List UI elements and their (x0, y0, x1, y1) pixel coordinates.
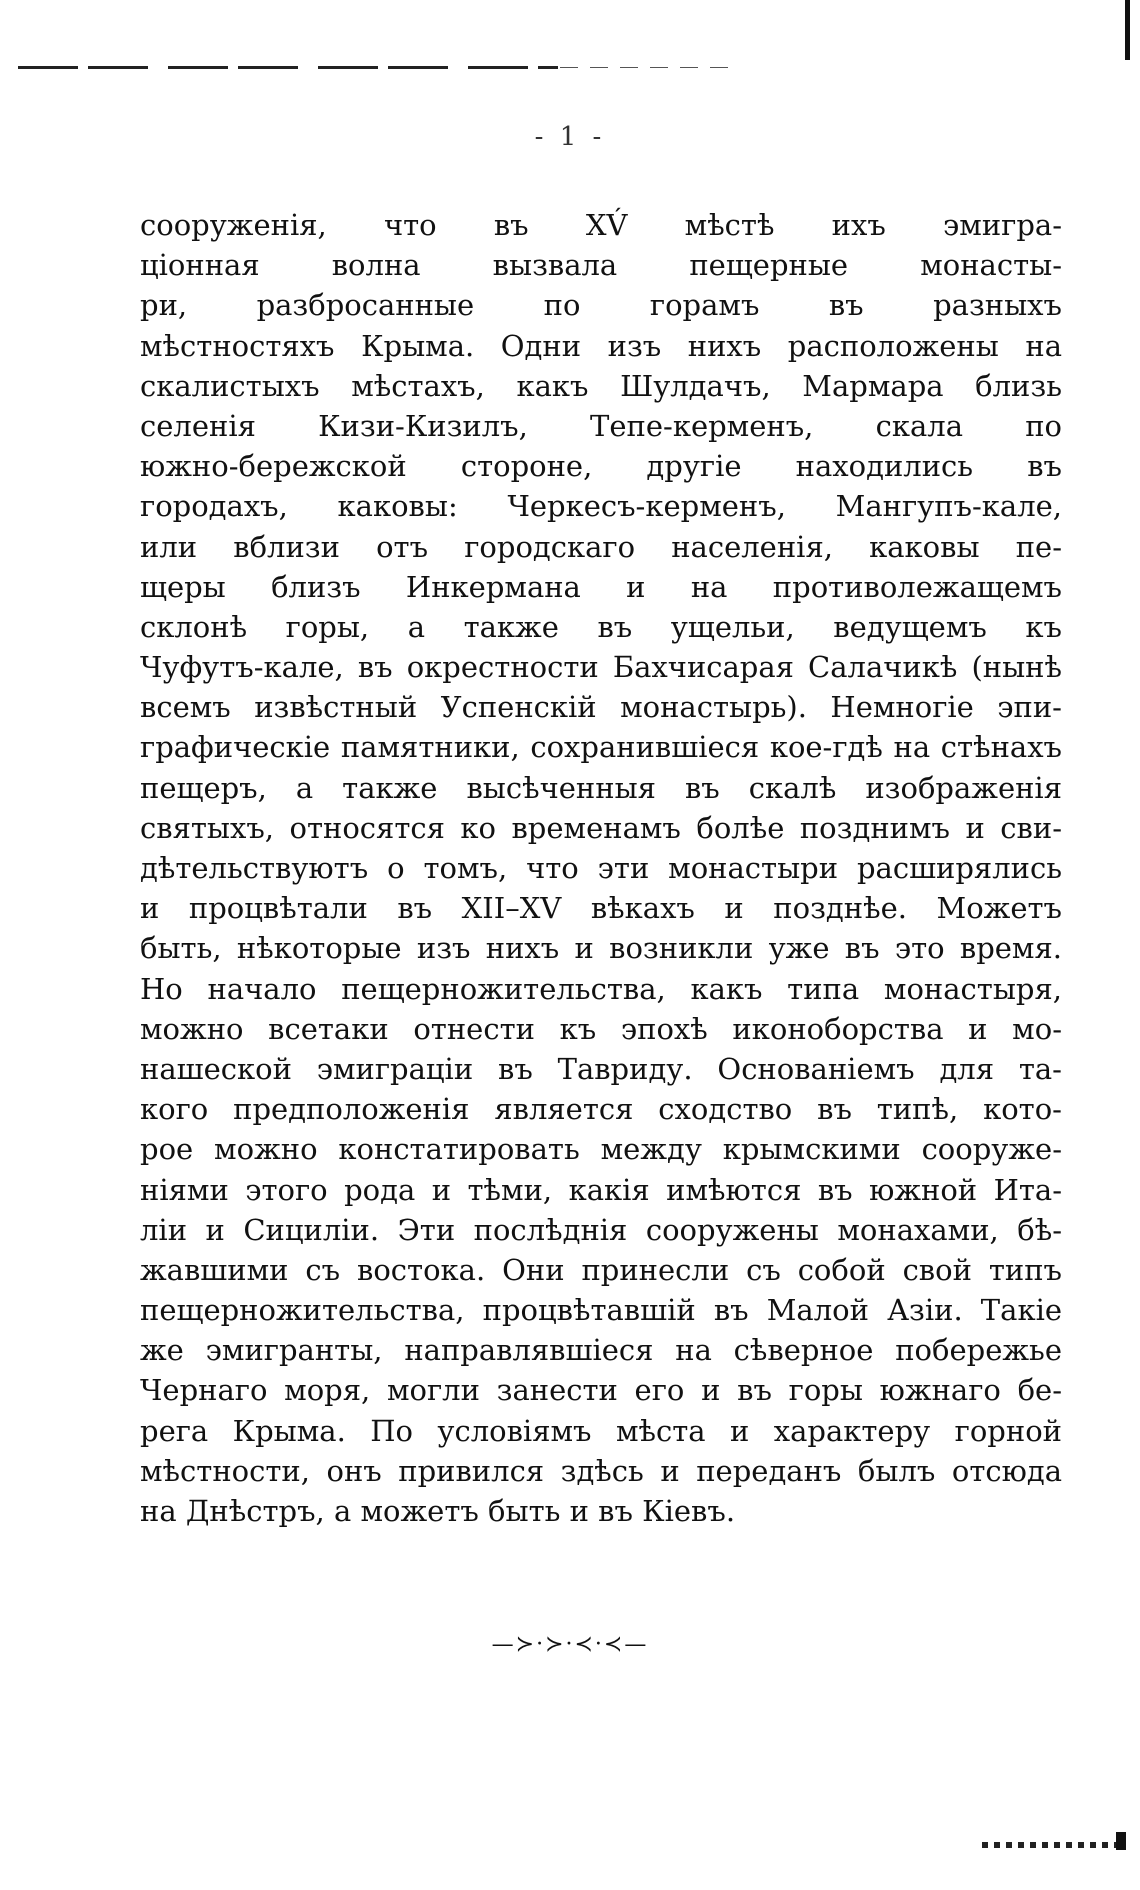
text-line: Но начало пещерножительства, какъ типа монастыря, (140, 971, 1062, 1006)
text-line: ліи и Сициліи. Эти послѣднія сооружены монахами, бѣ- (140, 1212, 1062, 1247)
section-end-ornament: —≻·≻·≺·≺— (491, 1632, 649, 1657)
text-line: сооруженія, что въ XV́ мѣстѣ ихъ эмигра- (140, 208, 1062, 242)
text-line: кого предположенія является сходство въ типѣ, кото- (140, 1092, 1062, 1127)
text-line: пещеръ, а также высѣченныя въ скалѣ изображенія (140, 770, 1062, 805)
text-line: селенія Кизи-Кизилъ, Тепе-керменъ, скала по (140, 408, 1062, 443)
text-line: всемъ извѣстный Успенскій монастырь). Немногіе эпи- (140, 690, 1062, 725)
text-line: или вблизи отъ городскаго населенія, каковы пе- (140, 529, 1062, 564)
text-line: щеры близъ Инкермана и на противолежащемъ (140, 569, 1062, 604)
text-line: графическіе памятники, сохранившіеся кое-гдѣ на стѣнахъ (140, 730, 1062, 765)
page-header-mark: - 1 - (534, 122, 606, 152)
text-line: склонѣ горы, а также въ ущельи, ведущемъ къ (140, 609, 1062, 644)
text-line: рега Крыма. По условіямъ мѣста и характеру горной (140, 1413, 1062, 1448)
text-line: мѣстностяхъ Крыма. Одни изъ нихъ расположены на (140, 328, 1062, 363)
text-line: Чернаго моря, могли занести его и въ горы южнаго бе- (140, 1373, 1062, 1408)
text-line: Чуфутъ-кале, въ окрестности Бахчисарая Салачикѣ (нынѣ (140, 650, 1062, 685)
text-line: быть, нѣкоторые изъ нихъ и возникли уже въ это время. (140, 931, 1062, 966)
text-line: ніями этого рода и тѣми, какія имѣются въ южной Ита- (140, 1172, 1062, 1207)
text-line: мѣстности, онъ привился здѣсь и переданъ былъ отсюда (140, 1453, 1062, 1488)
text-line: скалистыхъ мѣстахъ, какъ Шулдачъ, Мармара близь (140, 368, 1062, 403)
top-rule (18, 66, 558, 69)
text-line: южно-бережской стороне, другіе находились въ (140, 449, 1062, 484)
text-line: ри, разбросанные по горамъ въ разныхъ (140, 288, 1062, 323)
top-rule-dashed (560, 67, 740, 68)
body-text (140, 205, 1062, 1531)
bottom-rule (982, 1842, 1122, 1848)
text-line: рое можно констатировать между крымскими сооруже- (140, 1132, 1062, 1167)
text-line: дѣтельствуютъ о томъ, что эти монастыри расширялись (140, 851, 1062, 885)
text-line: нашеской эмиграціи въ Тавриду. Основаніемъ для та- (140, 1051, 1062, 1086)
text-line: жавшими съ востока. Они принесли съ собой свой типъ (140, 1252, 1062, 1287)
text-line: городахъ, каковы: Черкесъ-керменъ, Мангупъ-кале, (140, 489, 1062, 524)
text-line: святыхъ, относятся ко временамъ болѣе позднимъ и сви- (140, 810, 1062, 845)
text-line: на Днѣстръ, а можетъ быть и въ Кіевъ. (140, 1494, 736, 1528)
text-line: пещерножительства, процвѣтавшій въ Малой Азіи. Такіе (140, 1293, 1062, 1328)
page-edge-mark (1125, 0, 1130, 60)
page-edge-mark-bottom (1116, 1832, 1126, 1850)
text-line: можно всетаки отнести къ эпохѣ иконоборства и мо- (140, 1011, 1062, 1046)
text-line: и процвѣтали въ XII–XV вѣкахъ и позднѣе. Можетъ (140, 891, 1062, 926)
text-line: же эмигранты, направлявшіеся на сѣверное побережье (140, 1333, 1062, 1368)
text-line: ціонная волна вызвала пещерные монасты- (140, 248, 1062, 283)
